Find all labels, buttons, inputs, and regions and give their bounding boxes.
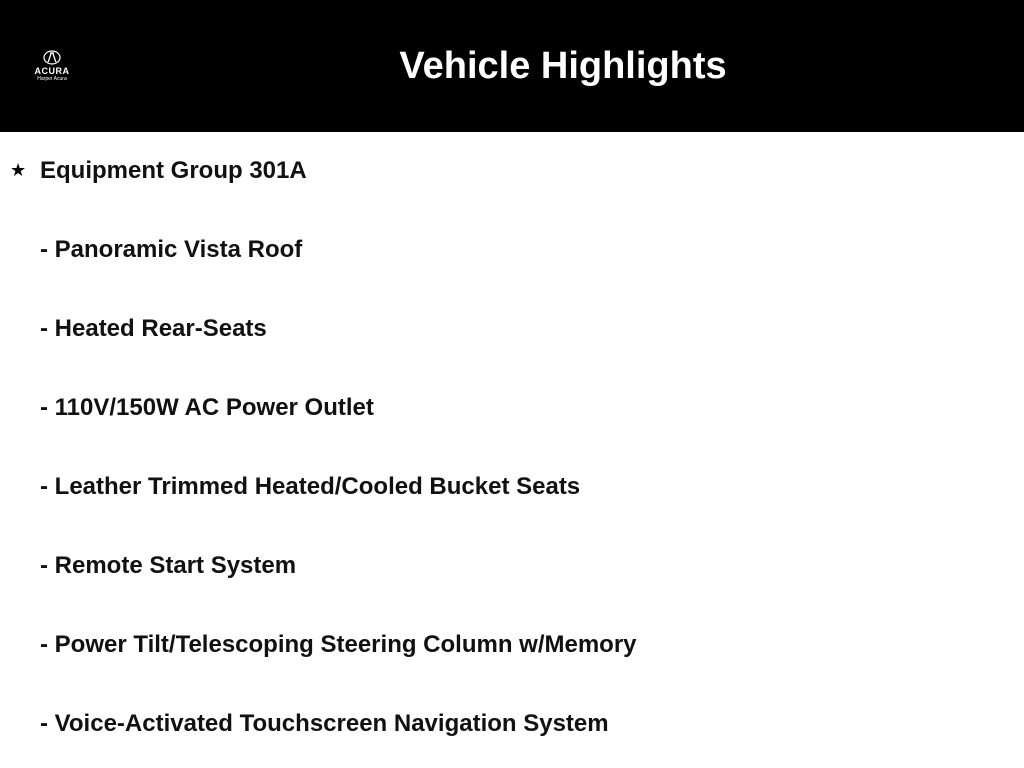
highlight-item: - Voice-Activated Touchscreen Navigation System: [40, 710, 609, 737]
acura-logo-icon: [43, 50, 61, 65]
logo-dealer-text: Harper Acura: [37, 76, 67, 82]
highlight-item: - Remote Start System: [40, 552, 297, 579]
highlights-list: [0, 132, 1024, 768]
highlight-item: - 110V/150W AC Power Outlet: [40, 394, 374, 421]
highlight-item: - Power Tilt/Telescoping Steering Column w/Memory: [40, 631, 637, 658]
highlight-item: - Leather Trimmed Heated/Cooled Bucket Seats: [40, 473, 581, 500]
header-bar: [0, 0, 1024, 132]
highlight-item: - Panoramic Vista Roof: [40, 236, 303, 263]
logo-brand-text: ACURA: [34, 66, 70, 76]
page-title: Vehicle Highlights: [399, 45, 727, 87]
dealer-logo: [26, 50, 78, 86]
star-icon: ★: [10, 160, 27, 180]
group-title: Equipment Group 301A: [40, 157, 307, 184]
highlight-item: - Heated Rear-Seats: [40, 315, 267, 342]
